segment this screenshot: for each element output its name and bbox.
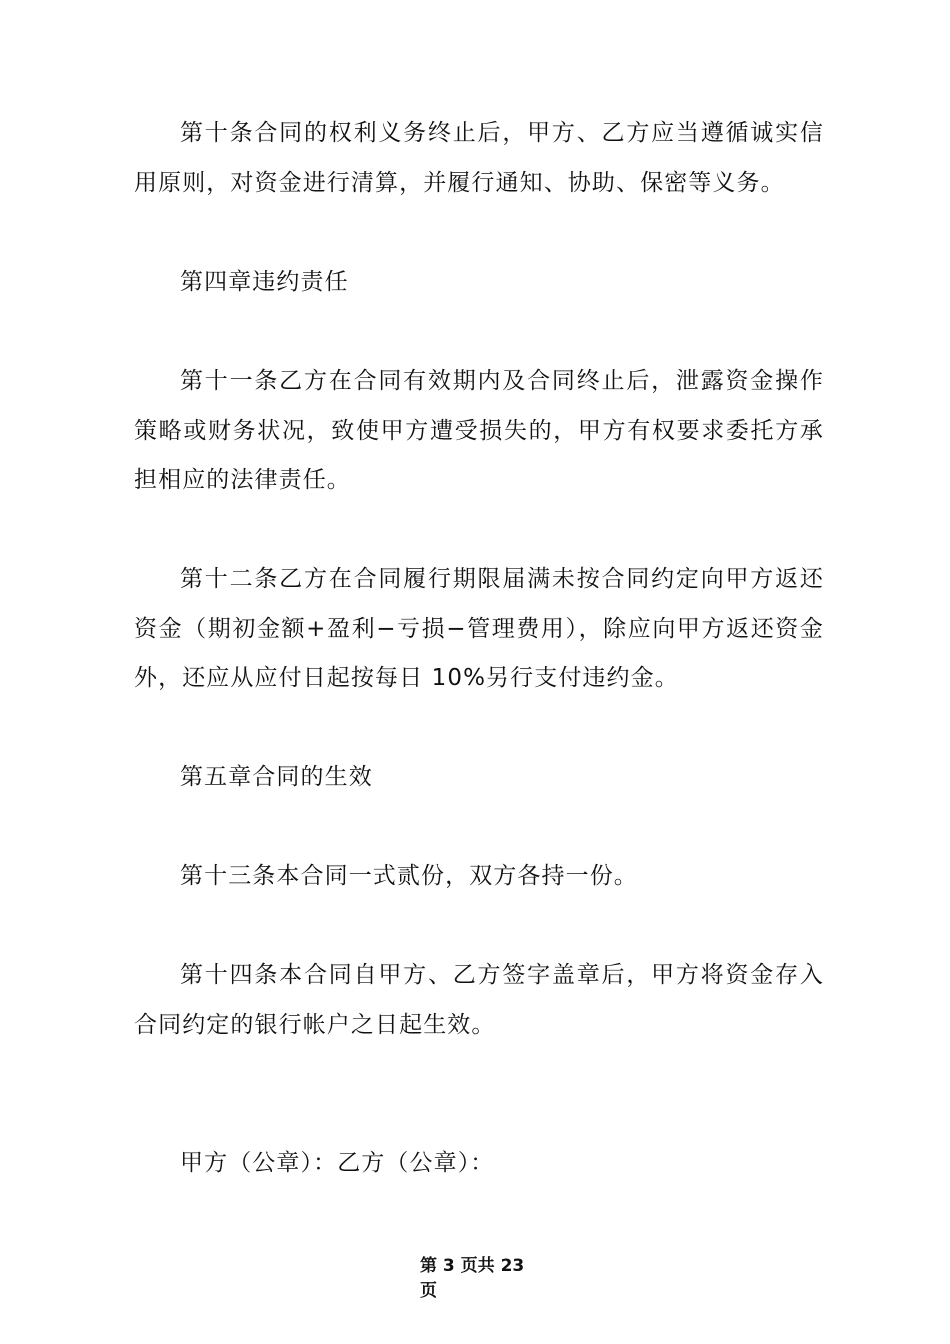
- article-14-paragraph: 第十四条本合同自甲方、乙方签字盖章后，甲方将资金存入合同约定的银行帐户之日起生效。: [134, 962, 824, 1038]
- article-12-paragraph: 第十二条乙方在合同履行期限届满未按合同约定向甲方返还资金（期初金额+盈利−亏损−管理费用），除应向甲方返还资金外，还应从应付日起按每日 10%另行支付违约金。: [134, 566, 824, 691]
- article-13-paragraph: 第十三条本合同一式贰份，双方各持一份。: [180, 863, 638, 889]
- article-10-paragraph: 第十条合同的权利义务终止后，甲方、乙方应当遵循诚实信用原则，对资金进行清算，并履行通知、协助、保密等义务。: [134, 120, 824, 196]
- page-number-footer: 第 3 页共 23 页: [420, 1256, 525, 1301]
- chapter-5-heading: 第五章合同的生效: [180, 764, 373, 790]
- signature-line: 甲方（公章）：乙方（公章）：: [180, 1150, 495, 1176]
- chapter-4-heading: 第四章违约责任: [180, 269, 349, 295]
- article-11-paragraph: 第十一条乙方在合同有效期内及合同终止后，泄露资金操作策略或财务状况，致使甲方遭受损失的，甲方有权要求委托方承担相应的法律责任。: [134, 368, 824, 493]
